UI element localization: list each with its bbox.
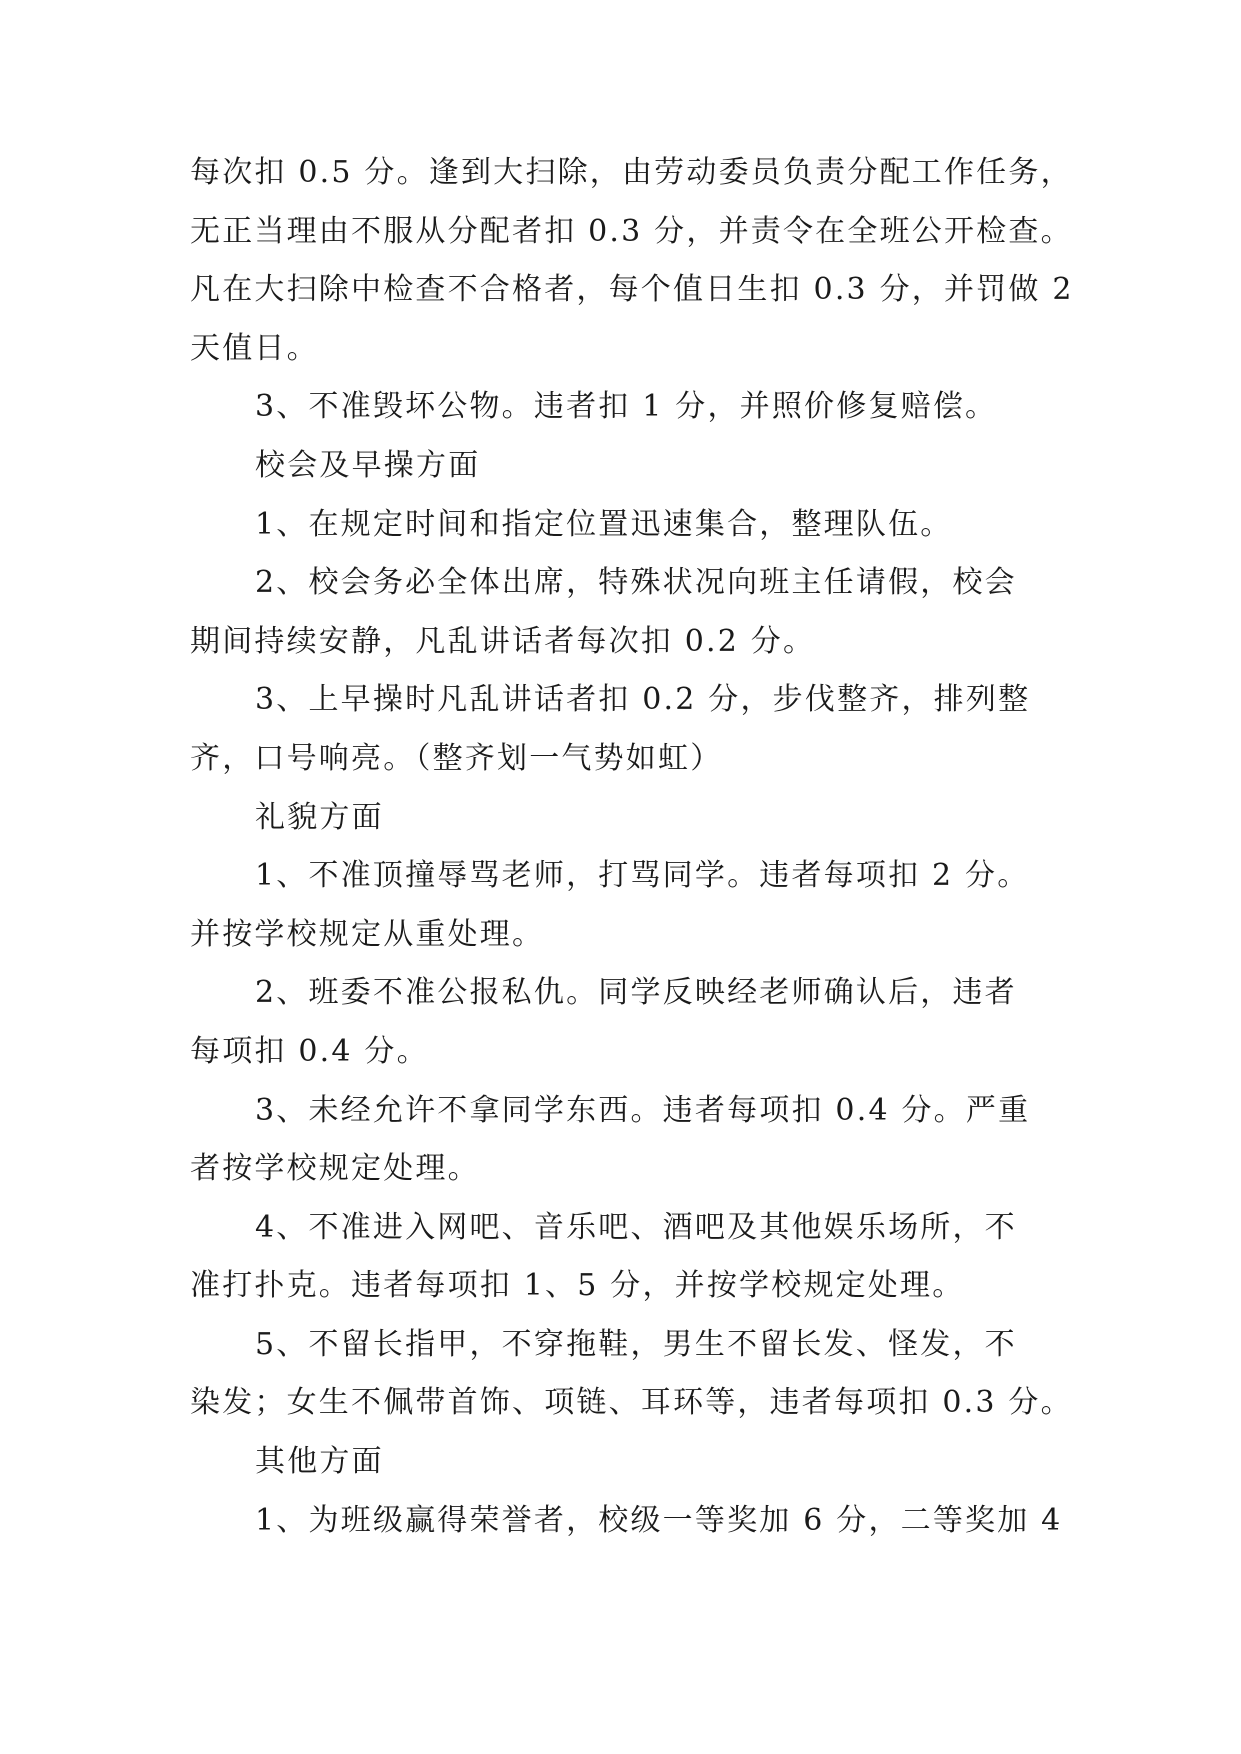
text-line: 2、班委不准公报私仇。同学反映经老师确认后，违者 [255,975,1017,1011]
text-line: 准打扑克。违者每项扣 1、5 分，并按学校规定处理。 [190,1268,965,1304]
text-line: 礼貌方面 [255,799,384,835]
text-line: 1、在规定时间和指定位置迅速集合，整理队伍。 [255,506,953,542]
text-line: 每次扣 0.5 分。逢到大扫除，由劳动委员负责分配工作任务， [190,155,1073,190]
text-line: 3、上早操时凡乱讲话者扣 0.2 分，步伐整齐，排列整 [255,682,1031,718]
text-line: 无正当理由不服从分配者扣 0.3 分，并责令在全班公开检查。 [190,213,1073,249]
text-line: 齐，口号响亮。（整齐划一气势如虹） [190,740,723,776]
text-line: 3、未经允许不拿同学东西。违者每项扣 0.4 分。严重 [255,1092,1031,1128]
text-line: 3、不准毁坏公物。违者扣 1 分，并照价修复赔偿。 [255,389,998,425]
text-line: 每项扣 0.4 分。 [190,1033,429,1069]
text-line: 2、校会务必全体出席，特殊状况向班主任请假，校会 [255,565,1017,601]
text-line: 1、为班级赢得荣誉者，校级一等奖加 6 分，二等奖加 4 [255,1502,1063,1538]
text-line: 者按学校规定处理。 [190,1151,480,1187]
document-body [190,144,1074,1550]
text-line: 1、不准顶撞辱骂老师，打骂同学。违者每项扣 2 分。 [255,858,1030,894]
text-line: 凡在大扫除中检查不合格者，每个值日生扣 0.3 分，并罚做 2 [190,272,1074,308]
text-line: 天值日。 [190,330,319,366]
text-line: 其他方面 [255,1444,384,1480]
text-line: 并按学校规定从重处理。 [190,916,545,952]
text-line: 5、不留长指甲，不穿拖鞋，男生不留长发、怪发，不 [255,1326,1017,1362]
text-line: 4、不准进入网吧、音乐吧、酒吧及其他娱乐场所，不 [255,1209,1017,1245]
text-line: 期间持续安静，凡乱讲话者每次扣 0.2 分。 [190,623,816,659]
text-line: 染发；女生不佩带首饰、项链、耳环等，违者每项扣 0.3 分。 [190,1385,1073,1421]
text-line: 校会及早操方面 [255,447,481,483]
